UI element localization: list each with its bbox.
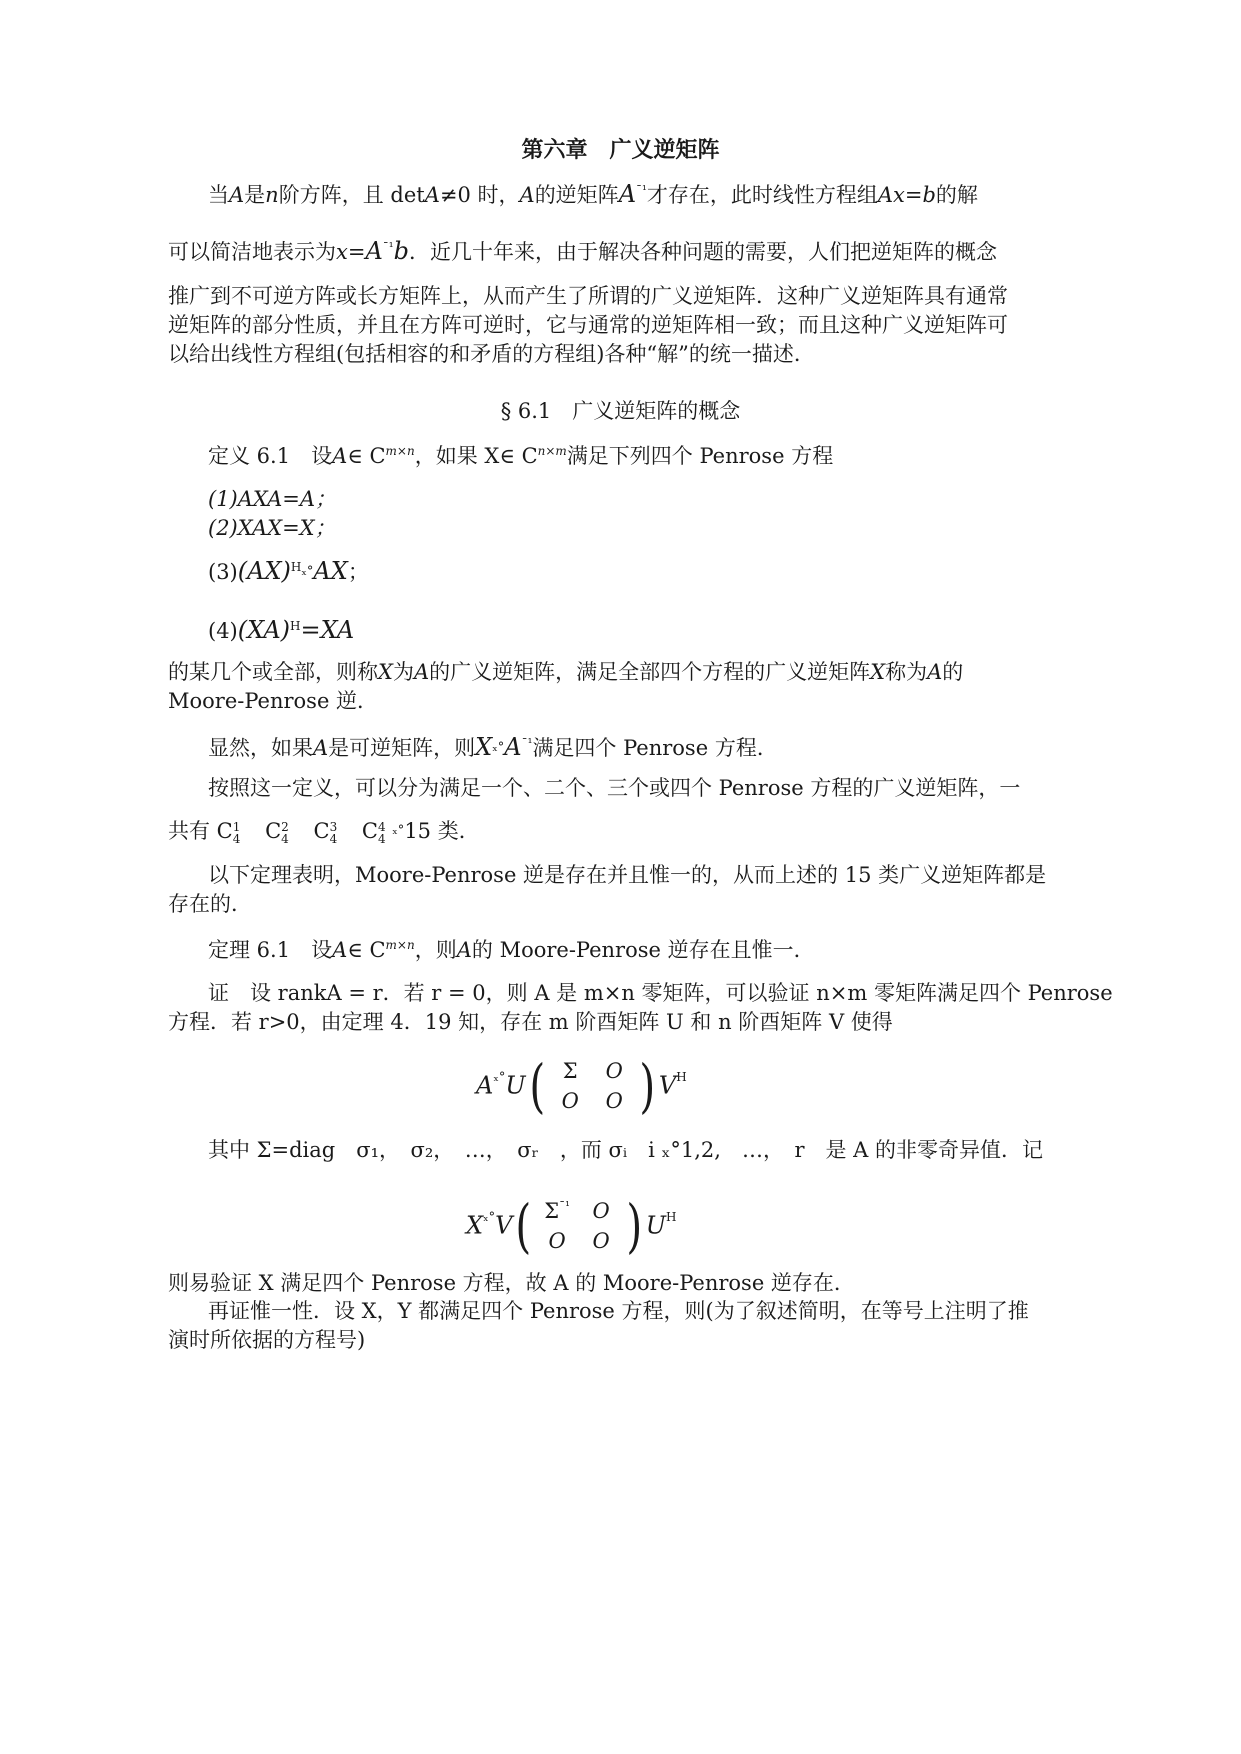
x-matrix: $\Sigma^{¯^1}$ O O O bbox=[544, 1198, 610, 1253]
svd-equation: $A^{_x^\circ}U$( Σ O O O ) $V^H$ bbox=[476, 1051, 687, 1120]
intro-line-5: 以给出线性方程组(包括相容的和矛盾的方程组)各种“解”的统一描述． bbox=[168, 342, 815, 366]
section-title: § 6.1 广义逆矩阵的概念 bbox=[500, 399, 741, 423]
sigma-line: 其中 Σ=diag σ₁， σ₂， …， σᵣ ，而 σᵢ i ₓ°1,2, …， r 是 A 的非零奇异值．记 bbox=[208, 1138, 1044, 1162]
classify-line-2: 共有 C 1 4 C 2 4 C 3 4 C 4 4 ₓ°15 类． bbox=[168, 819, 480, 846]
proof-line-5: 演时所依据的方程号) bbox=[168, 1328, 366, 1352]
proof-line-4: 再证惟一性．设 X，Y 都满足四个 Penrose 方程，则(为了叙述简明，在等号上注明了推 bbox=[208, 1299, 1029, 1323]
definition-after-2: Moore-Penrose 逆． bbox=[168, 689, 379, 713]
intro-line-1: 当A是n阶方阵，且 detA≠0 时，A的逆矩阵$A^{¯^1}$才存在，此时线性方程组Ax=b的解 bbox=[208, 180, 978, 208]
penrose-eq-4: (4)(XA)$^H$=XA bbox=[208, 616, 355, 644]
intro-line-4: 逆矩阵的部分性质，并且在方阵可逆时，它与通常的逆矩阵相一致；而且这种广义逆矩阵可 bbox=[168, 313, 1008, 337]
penrose-eq-1: (1)AXA=A； bbox=[208, 487, 337, 511]
theorem-intro-line-2: 存在的． bbox=[168, 892, 252, 916]
proof-line-3: 则易验证 X 满足四个 Penrose 方程，故 A 的 Moore-Penrose 逆存在． bbox=[168, 1271, 855, 1295]
svd-matrix: Σ O O O bbox=[561, 1058, 623, 1113]
intro-line-3: 推广到不可逆方阵或长方矩阵上，从而产生了所谓的广义逆矩阵．这种广义逆矩阵具有通常 bbox=[168, 284, 1008, 308]
penrose-eq-3: (3)(AX)$^H$ₓ°AX； bbox=[208, 557, 369, 585]
proof-line-1: 证 设 rankA = r．若 r = 0，则 A 是 m×n 零矩阵，可以验证 n×m 零矩阵满足四个 Penrose bbox=[208, 981, 1113, 1005]
penrose-eq-2: (2)XAX=X； bbox=[208, 516, 336, 540]
chapter-title: 第六章 广义逆矩阵 bbox=[521, 137, 720, 163]
obvious-line: 显然，如果A是可逆矩阵，则$X_x^\circ A^{¯^1}$满足四个 Penrose 方程． bbox=[208, 733, 778, 761]
intro-line-2: 可以简洁地表示为$x=A^{¯^1}b$．近几十年来，由于解决各种问题的需要，人们把逆矩阵的概念 bbox=[168, 237, 997, 265]
theorem-intro-line-1: 以下定理表明，Moore-Penrose 逆是存在并且惟一的，从而上述的 15 类广义逆矩阵都是 bbox=[208, 863, 1047, 887]
proof-line-2: 方程．若 r>0，由定理 4．19 知，存在 m 阶酉矩阵 U 和 n 阶酉矩阵 V 使得 bbox=[168, 1010, 893, 1034]
definition-line: 定义 6.1 设A∈ $C^{m\times n}$，如果 X∈ $C^{n\times m}$满足下列四个 Penrose 方程 bbox=[208, 444, 834, 468]
classify-line-1: 按照这一定义，可以分为满足一个、二个、三个或四个 Penrose 方程的广义逆矩阵，一 bbox=[208, 776, 1021, 800]
theorem-line: 定理 6.1 设A∈ $C^{m\times n}$，则A的 Moore-Penrose 逆存在且惟一． bbox=[208, 938, 815, 962]
x-equation: $X^{_x^\circ}V$( $\Sigma^{¯^1}$ O O O ) $U^H$ bbox=[466, 1191, 677, 1260]
definition-after-1: 的某几个或全部，则称X为A的广义逆矩阵，满足全部四个方程的广义逆矩阵X称为A的 bbox=[168, 660, 964, 684]
